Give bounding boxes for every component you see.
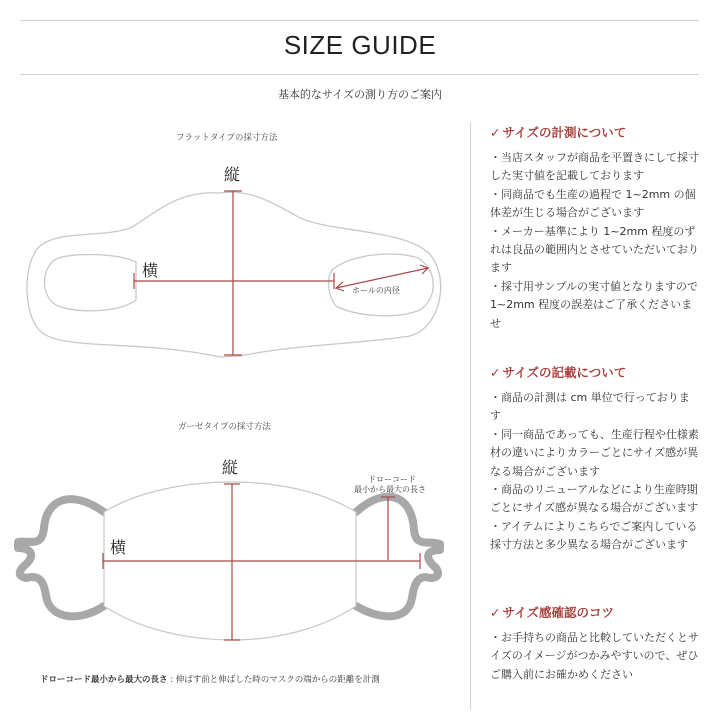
flat-label-vertical: 縦 [223, 165, 241, 184]
footnote-bold: ドローコード最小から最大の長さ [40, 675, 168, 685]
list-item: ・商品の計測は cm 単位で行っております [490, 391, 690, 423]
gauze-caption: ガーゼタイプの採寸方法 [178, 422, 271, 432]
flat-label-horizontal: 横 [141, 261, 159, 280]
section-title: サイズ感確認のコツ [502, 605, 614, 620]
check-icon: ✓ [490, 125, 501, 140]
flat-mask-illustration [27, 165, 441, 357]
section-measurement [490, 123, 700, 333]
flat-mask-right-hole [329, 254, 434, 316]
column-divider [470, 122, 471, 710]
list-item: ・同一商品であっても、生産行程や仕様素材の違いによりカラーごとにサイズ感が異なる場合がございます [490, 427, 699, 478]
footnote [40, 673, 380, 685]
check-icon: ✓ [490, 605, 501, 620]
list-item: ・メーカー基準により 1~2mm 程度のずれは良品の範囲内とさせていただいております [490, 224, 699, 275]
gauze-mask-illustration [18, 458, 440, 640]
gauze-left-ear-loop [18, 499, 104, 616]
list-item: ・アイテムによりこちらでご案内している採寸方法と多少異なる場合がございます [490, 519, 698, 552]
page-subtitle: 基本的なサイズの測り方のご案内 [277, 88, 443, 101]
list-item: ・同商品でも生産の過程で 1~2mm の個体差が生じる場合がございます [490, 187, 696, 220]
footnote-rest: : 伸ばす前と伸ばした時のマスクの端からの距離を計測 [167, 675, 380, 685]
check-icon: ✓ [490, 365, 501, 380]
section-listing [490, 363, 700, 555]
gauze-label-vertical: 縦 [221, 458, 239, 477]
gauze-label-cord-2: 最小から最大の長さ [354, 485, 426, 494]
gauze-right-ear-loop [356, 497, 440, 617]
gauze-label-horizontal: 横 [109, 538, 127, 557]
flat-mask-left-hole [45, 255, 137, 311]
flat-label-hole: ホールの内径 [352, 286, 400, 295]
flat-caption: フラットタイプの採寸方法 [176, 133, 278, 143]
page-title: SIZE GUIDE [283, 30, 437, 60]
list-item: ・採寸用サンプルの実寸値となりますので 1~2mm 程度の誤差はご了承くださいませ [490, 279, 699, 330]
section-tips [490, 603, 700, 684]
list-item: ・商品のリニューアルなどにより生産時期ごとにサイズ感が異なる場合がございます [490, 483, 699, 515]
list-item: ・当店スタッフが商品を平置きにして採寸した実寸値を記載しております [490, 151, 699, 183]
section-title: サイズの記載について [502, 365, 627, 380]
section-title: サイズの計測について [502, 125, 627, 140]
gauze-label-cord-1: ドローコード [368, 475, 416, 484]
list-item: ・お手持ちの商品と比較していただくとサイズのイメージがつかみやすいので、ぜひご購入前にお確かめください [490, 631, 699, 681]
